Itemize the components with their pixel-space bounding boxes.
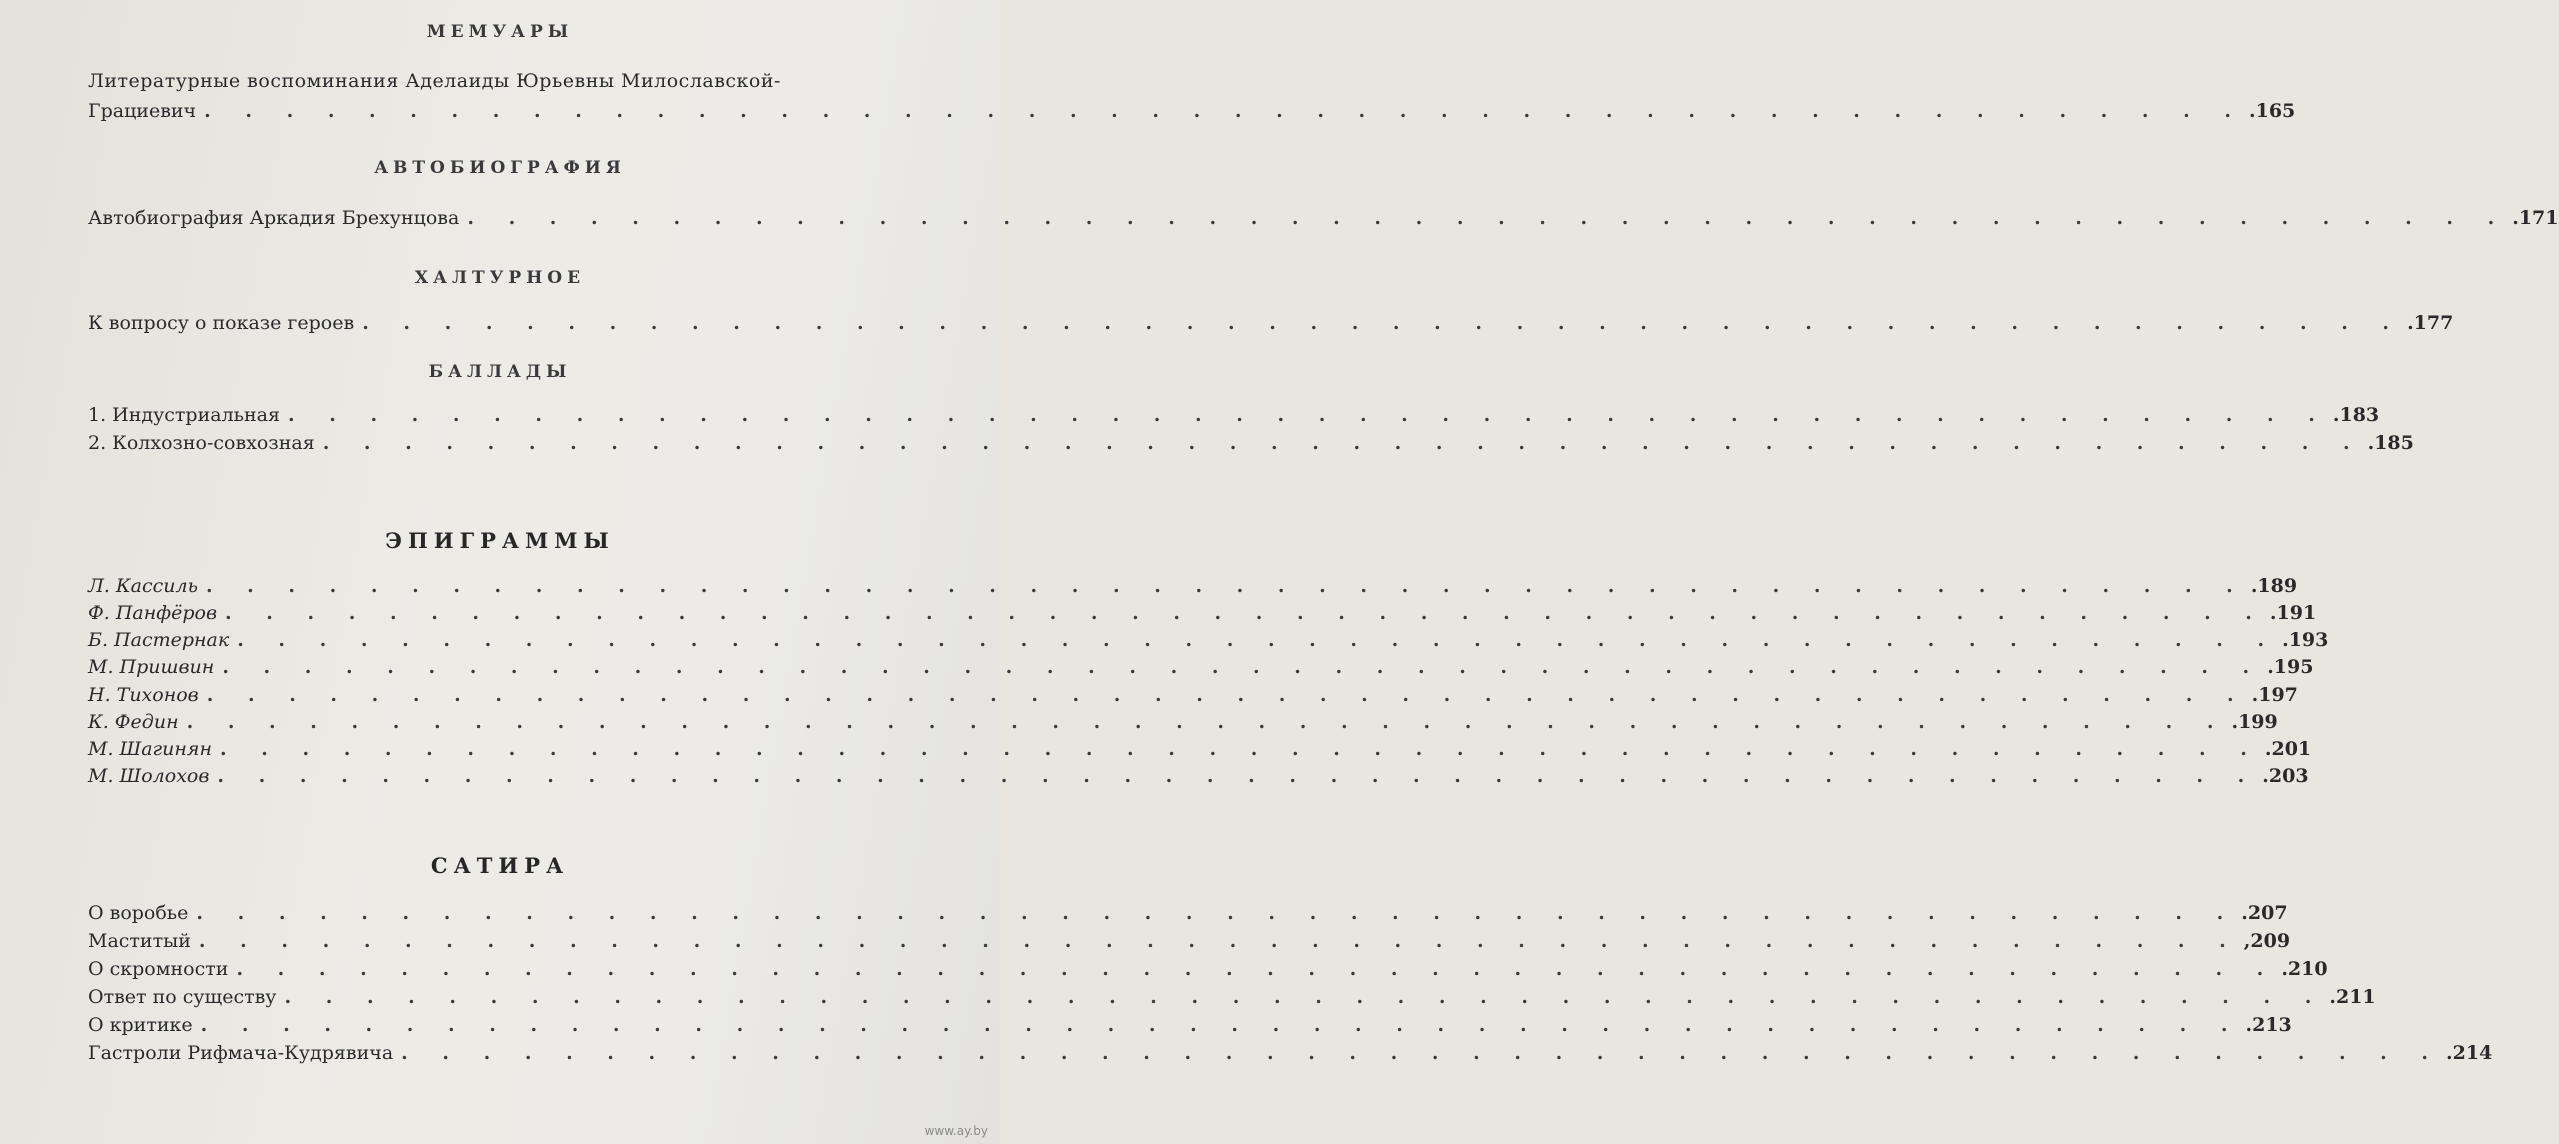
toc-entry-page: .201 (2264, 738, 2312, 760)
toc-entry-page: .183 (2332, 404, 2380, 426)
leader-dots: . . . . . . . . . . . . . . . . . . . . . . . . . . . . . . . . . . . . . . . . . . . . . . . . . . (206, 684, 2248, 706)
leader-dots: . . . . . . . . . . . . . . . . . . . . . . . . . . . . . . . . . . . . . . . . . . . . . . . . . . (198, 930, 2240, 952)
toc-entry (88, 203, 2559, 233)
toc-entry-title: Л. Кассиль (88, 575, 198, 597)
toc-entry-page: .210 (2281, 958, 2328, 980)
toc-entry (88, 680, 2298, 710)
toc-entry-title: Грациевич (88, 100, 197, 122)
leader-dots: . . . . . . . . . . . . . . . . . . . . . . . . . . . . . . . . . . . . . . . . . . . . . . . . . . (186, 711, 2228, 733)
toc-entry (88, 1038, 2493, 1068)
toc-entry-title: Ф. Панфёров (88, 602, 218, 624)
toc-entry-title: Ответ по существу (88, 986, 277, 1008)
section-heading-memoirs: МЕМУАРЫ (426, 22, 574, 42)
toc-entry-title: М. Шолохов (88, 765, 210, 787)
leader-dots: . . . . . . . . . . . . . . . . . . . . . . . . . . . . . . . . . . . . . . . . . . . . . . . . . . (467, 207, 2509, 229)
site-watermark: www.ay.by (924, 1124, 988, 1138)
leader-dots: . . . . . . . . . . . . . . . . . . . . . . . . . . . . . . . . . . . . . . . . . . . . . . . . . . (322, 432, 2364, 454)
toc-entry (88, 308, 2454, 338)
leader-dots: . . . . . . . . . . . . . . . . . . . . . . . . . . . . . . . . . . . . . . . . . . . . . . . . . . (284, 986, 2326, 1008)
toc-entry-page: .213 (2245, 1014, 2292, 1036)
toc-entry-title: О критике (88, 1014, 193, 1036)
leader-dots: . . . . . . . . . . . . . . . . . . . . . . . . . . . . . . . . . . . . . . . . . . . . . . . . . . (236, 958, 2278, 980)
toc-entry (88, 926, 2291, 956)
toc-entry-page: .185 (2367, 432, 2414, 454)
toc-entry-title: М. Шагинян (88, 738, 212, 760)
toc-entry (88, 598, 2317, 628)
section-heading-autobiography: АВТОБИОГРАФИЯ (374, 158, 626, 178)
leader-dots: . . . . . . . . . . . . . . . . . . . . . . . . . . . . . . . . . . . . . . . . . . . . . . . . . . (204, 100, 2245, 122)
leader-dots: . . . . . . . . . . . . . . . . . . . . . . . . . . . . . . . . . . . . . . . . . . . . . . . . . . (362, 312, 2404, 334)
toc-entry-page: .195 (2267, 656, 2314, 678)
leader-dots: . . . . . . . . . . . . . . . . . . . . . . . . . . . . . . . . . . . . . . . . . . . . . . . . . . (237, 629, 2279, 651)
toc-entry (88, 734, 2312, 764)
toc-entry-title: К вопросу о показе героев (88, 312, 355, 334)
toc-entry-title: О воробье (88, 902, 189, 924)
leader-dots: . . . . . . . . . . . . . . . . . . . . . . . . . . . . . . . . . . . . . . . . . . . . . . . . . . (200, 1014, 2242, 1036)
toc-entry-title: Маститый (88, 930, 191, 952)
leader-dots: . . . . . . . . . . . . . . . . . . . . . . . . . . . . . . . . . . . . . . . . . . . . . . . . . . (225, 602, 2266, 624)
toc-entry-page: .211 (2329, 986, 2376, 1008)
toc-entry (88, 707, 2278, 737)
toc-entry-page: .165 (2249, 100, 2296, 122)
toc-entry-title: Автобиография Аркадия Брехунцова (88, 207, 460, 229)
toc-entry-title: М. Пришвин (88, 656, 215, 678)
leader-dots: . . . . . . . . . . . . . . . . . . . . . . . . . . . . . . . . . . . . . . . . . . . . . . . . . . (196, 902, 2238, 924)
toc-entry (88, 954, 2328, 984)
section-heading-haltura: ХАЛТУРНОЕ (414, 268, 586, 288)
toc-entry-page: .193 (2282, 629, 2329, 651)
toc-entry-page: .203 (2262, 765, 2309, 787)
section-heading-satire: САТИРА (430, 853, 570, 878)
toc-entry-page: .177 (2407, 312, 2454, 334)
toc-entry-title: Б. Пастернак (88, 629, 230, 651)
section-heading-ballads: БАЛЛАДЫ (428, 362, 572, 382)
toc-entry-page: .189 (2250, 575, 2298, 597)
toc-entry-page: .171 (2512, 207, 2559, 229)
toc-entry (88, 428, 2414, 458)
leader-dots: . . . . . . . . . . . . . . . . . . . . . . . . . . . . . . . . . . . . . . . . . . . . . . . . . . (401, 1042, 2443, 1064)
toc-entry (88, 96, 2296, 126)
leader-dots: . . . . . . . . . . . . . . . . . . . . . . . . . . . . . . . . . . . . . . . . . . . . . . . . . . (217, 765, 2259, 787)
toc-entry (88, 652, 2314, 682)
leader-dots: . . . . . . . . . . . . . . . . . . . . . . . . . . . . . . . . . . . . . . . . . . . . . . . . . . (220, 738, 2261, 760)
leader-dots: . . . . . . . . . . . . . . . . . . . . . . . . . . . . . . . . . . . . . . . . . . . . . . . . . . (222, 656, 2264, 678)
leader-dots: . . . . . . . . . . . . . . . . . . . . . . . . . . . . . . . . . . . . . . . . . . . . . . . . . . (287, 404, 2329, 426)
toc-entry-title: О скромности (88, 958, 229, 980)
section-heading-epigrams: ЭПИГРАММЫ (385, 528, 615, 553)
toc-entry-title: 2. Колхозно-совхозная (88, 432, 315, 454)
toc-entry (88, 571, 2298, 601)
toc-entry-page: .197 (2251, 684, 2298, 706)
toc-entry (88, 1010, 2292, 1040)
toc-entry-title-line1: Литературные воспоминания Аделаиды Юрьевны Милославской- (88, 70, 781, 92)
toc-entry-page: ,209 (2243, 930, 2291, 952)
leader-dots: . . . . . . . . . . . . . . . . . . . . . . . . . . . . . . . . . . . . . . . . . . . . . . . . . . (205, 575, 2247, 597)
toc-entry (88, 625, 2329, 655)
toc-entry (88, 982, 2376, 1012)
toc-entry-page: .191 (2269, 602, 2317, 624)
toc-entry-title: Гастроли Рифмача-Кудрявича (88, 1042, 394, 1064)
toc-entry-title: 1. Индустриальная (88, 404, 280, 426)
toc-entry-page: .214 (2446, 1042, 2493, 1064)
toc-entry-page: .199 (2231, 711, 2278, 733)
toc-entry (88, 400, 2380, 430)
toc-entry (88, 761, 2309, 791)
toc-entry-title: Н. Тихонов (88, 684, 199, 706)
toc-entry (88, 898, 2288, 928)
toc-entry-title: К. Федин (88, 711, 179, 733)
toc-entry-page: .207 (2241, 902, 2288, 924)
